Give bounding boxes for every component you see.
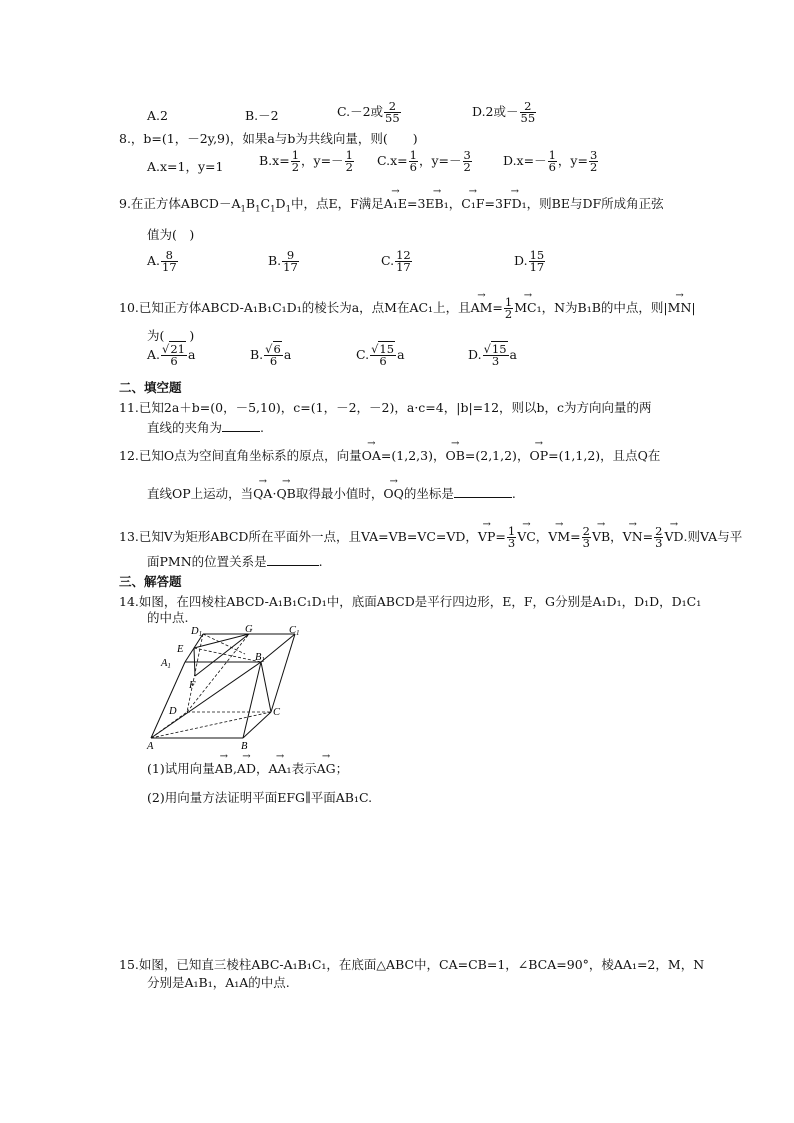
section-heading-fill-in: 二、填空题 <box>119 380 182 395</box>
q11-line1: 11.已知2a＋b=(0，－5,10)，c=(1，－2，－2)，a·c=4，|b|=12，则以b，c为方向向量的两 <box>119 400 652 415</box>
q9-line2: 值为( ) <box>147 227 195 242</box>
label-c1: C1 <box>289 625 300 637</box>
vector-fd1: → FD₁ <box>503 196 527 212</box>
vector-qa: → QA <box>253 486 272 502</box>
vector-mc1: → MC₁ <box>514 300 541 316</box>
label-a1: A1 <box>161 658 171 670</box>
label-g: G <box>245 624 253 635</box>
vector-op: → OP <box>529 448 548 464</box>
vector-aa1: → AA₁ <box>269 761 292 777</box>
q10-option-a: A. $\frac{√21}{6}$ a <box>147 342 196 368</box>
q7-options <box>147 108 168 124</box>
vector-ag: → AG <box>317 761 336 777</box>
q11-line2: 直线的夹角为 . <box>147 420 264 435</box>
label-e: E <box>177 644 184 655</box>
label-b1: B1 <box>255 652 265 664</box>
label-d1: D1 <box>191 626 203 638</box>
edge-d-g <box>187 634 249 712</box>
vector-ob: → OB <box>445 448 464 464</box>
vector-ab: → AB <box>215 761 233 777</box>
vector-vc: → VC <box>517 529 536 545</box>
q7-d-fraction: $\frac{2}{55}$ <box>520 99 536 125</box>
q15-line2: 分别是A₁B₁，A₁A的中点. <box>147 975 290 990</box>
label-b: B <box>241 741 248 752</box>
vector-vm: → VM <box>548 529 570 545</box>
q9-stem: 9.在正方体$ABCD-A_1B_1C_1D_1$中，点E，F满足→ A₁E=3→ EB₁，→ C₁F=3→ FD₁，则BE与DF所成角正弦 <box>119 196 664 218</box>
vector-qb: → QB <box>276 486 295 502</box>
q8-option-b: B.x= $\frac{1}{2}$ ，y=－ $\frac{1}{2}$ <box>259 148 353 174</box>
q11-answer-blank[interactable] <box>222 431 260 432</box>
q8-stem: 8.，b=(1，－2y,9)，如果a与b为共线向量，则( ) <box>119 131 418 146</box>
q8-option-a: A.x=1，y=1 <box>147 159 224 174</box>
vector-am: → AM <box>471 300 493 316</box>
label-c: C <box>273 707 281 718</box>
q14-line1: 14.如图，在四棱柱ABCD-A₁B₁C₁D₁中，底面ABCD是平行四边形，E，F，G分别是A₁D₁，D₁D，D₁C₁ <box>119 594 702 609</box>
q9-option-b: B. $\frac{9}{17}$ <box>268 248 298 274</box>
q14-line2: 的中点. <box>147 610 189 625</box>
q13-line1: 13.已知V为矩形ABCD所在平面外一点，且VA=VB=VC=VD，→ VP= $\frac{1}{3}$ → VC，→ VM= $\frac{2}{3}$ → VB，→ VN= $\frac{2}{3}$ → VD.则VA与平 <box>119 526 742 549</box>
q10-option-d: D. $\frac{√15}{3}$ a <box>468 342 517 368</box>
q12-line2: 直线OP上运动，当→ QA·→ QB取得最小值时，→ OQ的坐标是 . <box>147 486 516 502</box>
q10-line2: 为( ) <box>147 328 195 343</box>
vector-vn: → VN <box>623 529 643 545</box>
q7-option-b: B.－2 <box>245 108 279 123</box>
section-heading-solutions: 三、解答题 <box>119 574 182 589</box>
q9-option-c: C. $\frac{12}{17}$ <box>381 248 411 274</box>
q9-option-a: A. $\frac{8}{17}$ <box>147 248 177 274</box>
q7-c-fraction: $\frac{2}{55}$ <box>385 99 400 125</box>
vector-c1f: → C₁F <box>461 196 484 212</box>
q7-option-a: A.2 <box>147 108 168 123</box>
edge-e-f <box>194 648 195 676</box>
vector-vd: → VD <box>664 529 683 545</box>
q14-part1: (1)试用向量→ AB,→ AD，→ AA₁表示→ AG； <box>147 761 348 777</box>
q10-option-b: B. $\frac{√6}{6}$ a <box>250 342 292 368</box>
edge-b1-c <box>261 662 271 712</box>
edge-b1-c1 <box>261 634 295 662</box>
q12-line1: 12.已知O点为空间直角坐标系的原点，向量→ OA=(1,2,3)，→ OB=(2,1,2)，→ OP=(1,1,2)，且点Q在 <box>119 448 660 464</box>
q9-option-d: D. $\frac{15}{17}$ <box>514 248 545 274</box>
q10-stem: 10.已知正方体ABCD-A₁B₁C₁D₁的棱长为a，点M在AC₁上，且→ AM= $\frac{1}{2}$ → MC₁，N为B₁B的中点，则|→ MN| <box>119 297 696 320</box>
vector-eb1: → EB₁ <box>425 196 448 212</box>
q13-line2: 面PMN的位置关系是 . <box>147 554 323 569</box>
q10-option-c: C. $\frac{√15}{6}$ a <box>356 342 405 368</box>
vector-a1e: → A₁E <box>384 196 407 212</box>
q7-option-d: D.2或－ $\frac{2}{55}$ <box>472 99 536 125</box>
edge-c1-c <box>271 634 295 712</box>
q7-option-c: C.－2或 $\frac{2}{55}$ <box>337 99 400 125</box>
vector-oa: → OA <box>362 448 381 464</box>
q12-answer-blank[interactable] <box>454 497 512 498</box>
q15-line1: 15.如图，已知直三棱柱ABC-A₁B₁C₁，在底面△ABC中，CA=CB=1，∠BCA=90°，棱AA₁=2，M，N <box>119 957 705 972</box>
prism-figure <box>145 624 313 752</box>
edge-b-b1 <box>243 662 261 738</box>
q8-option-c: C.x= $\frac{1}{6}$ ，y=－ $\frac{3}{2}$ <box>377 148 471 174</box>
vector-oq: → OQ <box>383 486 404 502</box>
vector-ad: → AD <box>237 761 256 777</box>
q14-part2: (2)用向量方法证明平面EFG∥平面AB₁C. <box>147 790 373 805</box>
vector-mn: → MN <box>668 300 692 316</box>
edge-f-g <box>195 634 249 676</box>
q8-option-d: D.x=－ $\frac{1}{6}$ ，y= $\frac{3}{2}$ <box>503 148 598 174</box>
vector-vp: → VP <box>478 529 495 545</box>
label-a: A <box>147 741 154 752</box>
q13-answer-blank[interactable] <box>267 565 319 566</box>
edge-c-b <box>243 712 271 738</box>
label-d: D <box>169 706 177 717</box>
vector-vb: → VB <box>592 529 610 545</box>
label-f: F <box>189 680 196 691</box>
